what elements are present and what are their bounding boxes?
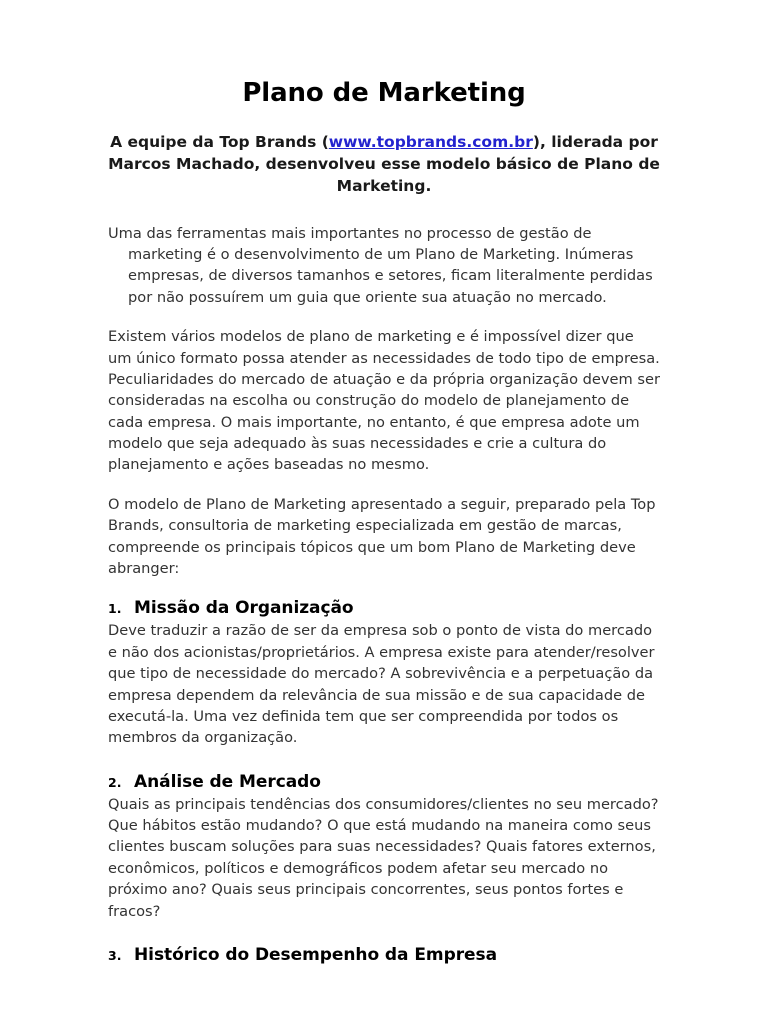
- section-heading-2: [108, 771, 660, 793]
- section-number-1: 1.: [108, 601, 122, 617]
- section-title-3: Histórico do Desempenho da Empresa: [134, 944, 497, 965]
- page-title: Plano de Marketing: [242, 78, 526, 108]
- section-heading-1: [108, 597, 660, 619]
- section-missao-da-organizacao: [108, 597, 660, 748]
- intro-text-after-link: ), liderada por Marcos Machado, desenvolveu esse modelo básico de Plano de Marketing.: [108, 132, 660, 195]
- section-title-1: Missão da Organização: [134, 598, 354, 619]
- intro-paragraph: [108, 131, 660, 197]
- document-content: [108, 78, 660, 966]
- body-paragraph-2: Existem vários modelos de plano de marketing e é impossível dizer que um único formato possa atender as necessidades de todo tipo de empresa. Peculiaridades do mercado de atuação e da própria organização devem ser consideradas na escolha ou construção do modelo de planejamento de cada empresa. O mais importante, no entanto, é que empresa adote um modelo que seja adequado às suas necessidades e crie a cultura do planejamento e ações baseadas no mesmo.: [108, 328, 660, 474]
- topbrands-website-link[interactable]: www.topbrands.com.br: [328, 132, 533, 151]
- body-paragraph-1: Uma das ferramentas mais importantes no processo de gestão de marketing é o desenvolvimento de um Plano de Marketing. Inúmeras empresas, de diversos tamanhos e setores, ficam literalmente perdidas por não possuírem um guia que oriente sua atuação no mercado.: [108, 224, 653, 306]
- section-body-2: Quais as principais tendências dos consumidores/clientes no seu mercado? Que hábitos estão mudando? O que está mudando na maneira como seus clientes buscam soluções para suas necessidades? Quais fatores externos, econômicos, políticos e demográficos podem afetar seu mercado no próximo ano? Quais seus principais concorrentes, seus pontos fortes e fracos?: [108, 795, 659, 920]
- section-heading-3: [108, 944, 660, 966]
- section-historico-do-desempenho-da-empresa: [108, 944, 660, 966]
- section-title-2: Análise de Mercado: [134, 771, 321, 792]
- section-body-1: Deve traduzir a razão de ser da empresa sob o ponto de vista do mercado e não dos acionistas/proprietários. A empresa existe para atender/resolver que tipo de necessidade do mercado? A sobrevivência e a perpetuação da empresa dependem da relevância de sua missão e de sua capacidade de executá-la. Uma vez definida tem que ser compreendida por todos os membros da organização.: [108, 622, 655, 747]
- section-analise-de-mercado: [108, 771, 660, 922]
- section-number-3: 3.: [108, 947, 122, 963]
- intro-text-before-link: A equipe da Top Brands (: [110, 132, 329, 151]
- section-number-2: 2.: [108, 774, 122, 790]
- body-paragraph-3: O modelo de Plano de Marketing apresentado a seguir, preparado pela Top Brands, consultoria de marketing especializada em gestão de marcas, compreende os principais tópicos que um bom Plano de Marketing deve abranger:: [108, 495, 656, 577]
